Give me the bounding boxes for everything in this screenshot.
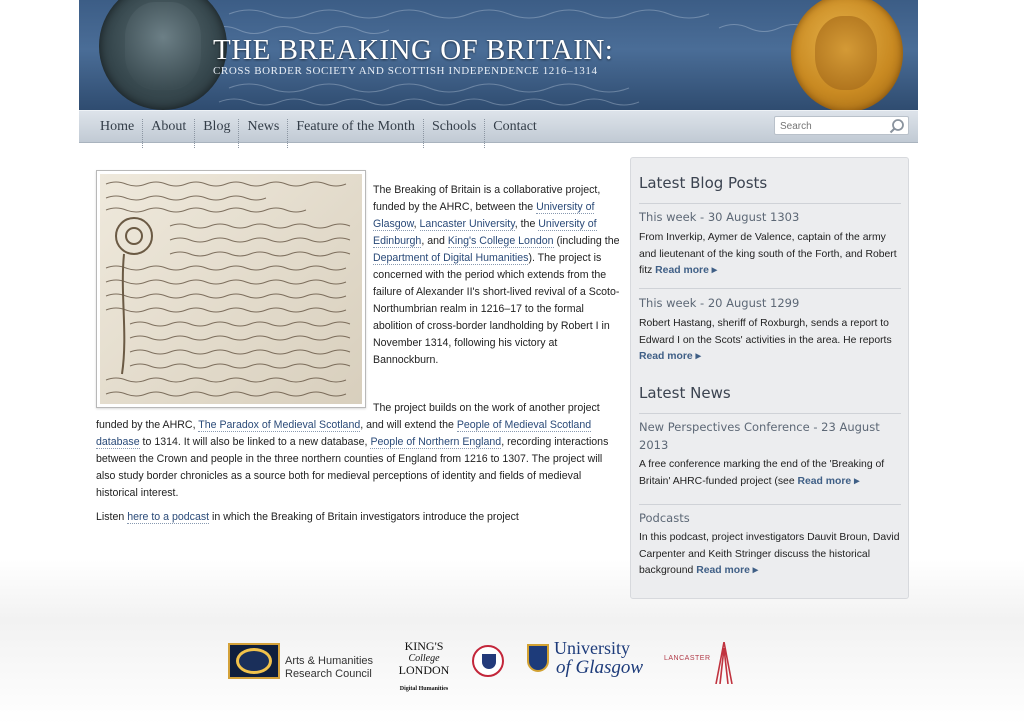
manuscript-image (96, 170, 366, 408)
intro-text: , (413, 218, 420, 230)
blog-post-title[interactable]: This week - 20 August 1299 (639, 296, 800, 310)
news-title[interactable]: New Perspectives Conference - 23 August 2013 (639, 420, 880, 452)
main-nav (79, 110, 918, 143)
link-people-of-medieval-scotland-database[interactable]: People of Medieval Scotland database (96, 419, 592, 448)
seal-right-image (791, 0, 903, 110)
body-text: Listen (96, 511, 128, 523)
search-box (774, 116, 909, 135)
site-subtitle: CROSS BORDER SOCIETY AND SCOTTISH INDEPENDENCE 1216–1314 (213, 65, 598, 77)
news-title[interactable]: Podcasts (639, 511, 690, 525)
lancaster-logo-icon[interactable] (712, 642, 736, 684)
latest-news-heading: Latest News (639, 384, 731, 402)
link-podcast[interactable]: here to a podcast (127, 511, 210, 523)
nav-item-news[interactable]: News (238, 119, 287, 148)
partner-logos (0, 636, 1024, 696)
ahrc-line: Arts & Humanities (285, 655, 374, 667)
nav-item-feature[interactable]: Feature of the Month (287, 119, 423, 148)
sidebar (630, 157, 909, 599)
intro-paragraph (373, 182, 623, 369)
search-input[interactable] (780, 120, 888, 132)
glasgow-crest-icon[interactable] (527, 644, 549, 672)
link-department-of-digital-humanities[interactable]: Department of Digital Humanities (373, 252, 529, 264)
glasgow-logo-text[interactable] (554, 639, 643, 678)
ahrc-line: Research Council (285, 668, 372, 680)
nav-item-schools[interactable]: Schools (423, 119, 484, 148)
excerpt-text: From Inverkip, Aymer de Valence, captain of the army and lieutenant of the king south of the Forth, and Robert fitz (639, 232, 897, 276)
kings-college-logo[interactable] (398, 640, 450, 692)
news-excerpt (639, 530, 903, 580)
latest-blog-heading: Latest Blog Posts (639, 174, 768, 192)
link-kings-college-london[interactable]: King's College London (447, 235, 554, 247)
blog-post-excerpt (639, 316, 903, 366)
nav-item-contact[interactable]: Contact (484, 119, 545, 148)
ahrc-logo[interactable] (228, 643, 280, 679)
excerpt-text: A free conference marking the end of the 'Breaking of Britain' AHRC-funded project (see (639, 459, 885, 487)
intro-text: (including the (553, 235, 620, 247)
blog-post-excerpt (639, 230, 903, 280)
read-more-link[interactable]: Read more ▸ (655, 265, 717, 276)
nav-item-home[interactable]: Home (92, 119, 142, 148)
blog-post-title[interactable]: This week - 30 August 1303 (639, 210, 800, 224)
search-icon[interactable] (889, 118, 905, 134)
news-excerpt (639, 457, 903, 490)
kings-dept: Digital Humanities (399, 686, 449, 692)
read-more-link[interactable]: Read more ▸ (696, 565, 759, 576)
body-text: The project builds on the work of another project funded by the AHRC, (96, 402, 600, 431)
link-lancaster-university[interactable]: Lancaster University (419, 218, 515, 230)
nav-item-blog[interactable]: Blog (194, 119, 238, 148)
link-paradox-of-medieval-scotland[interactable]: The Paradox of Medieval Scotland (198, 419, 361, 431)
edinburgh-logo[interactable] (472, 645, 504, 677)
ahrc-logo-text (285, 655, 373, 681)
lancaster-logo-text[interactable]: LANCASTER (664, 655, 711, 662)
intro-text: ). The project is concerned with the period which extends from the failure of Alexander II's short-lived revival of a Scoto-Northumbrian realm in 1216–17 to the formal abolition of cross-border landholding by Robert I in November 1314, following his victory at Bannockburn. (373, 252, 620, 366)
intro-text: The Breaking of Britain is a collaborative project, funded by the AHRC, between the (373, 184, 601, 213)
body-text: , and will extend the (360, 419, 457, 431)
excerpt-text: In this podcast, project investigators Dauvit Broun, David Carpenter and Keith Stringer discuss the historical background (639, 532, 900, 576)
kings-line: LONDON (398, 663, 450, 677)
read-more-link[interactable]: Read more ▸ (639, 351, 701, 362)
divider (639, 504, 901, 505)
project-paragraph (96, 400, 621, 502)
link-university-of-edinburgh[interactable]: University of Edinburgh (373, 218, 597, 247)
excerpt-text: Robert Hastang, sheriff of Roxburgh, sends a report to Edward I on the Scots' activities in the area. He reports (639, 318, 892, 346)
site-banner[interactable] (79, 0, 918, 110)
site-title: THE BREAKING OF BRITAIN: (213, 34, 614, 66)
glasgow-line: University (554, 638, 630, 658)
intro-text: , the (514, 218, 539, 230)
kings-line: KING'S (404, 639, 444, 653)
podcast-paragraph (96, 509, 621, 526)
intro-text: , and (421, 235, 448, 247)
body-text: in which the Breaking of Britain investigators introduce the project (209, 511, 519, 523)
read-more-link[interactable]: Read more ▸ (797, 475, 860, 487)
link-university-of-glasgow[interactable]: University of Glasgow (373, 201, 595, 230)
link-people-of-northern-england[interactable]: People of Northern England (370, 436, 502, 448)
nav-item-about[interactable]: About (142, 119, 194, 148)
glasgow-line: of Glasgow (556, 657, 644, 678)
divider (639, 203, 901, 204)
divider (639, 413, 901, 414)
body-text: to 1314. It will also be linked to a new database, (139, 436, 371, 448)
body-text: , recording interactions between the Crown and people in the three northern counties of England from 1216 to 1307. The project will also study border chronicles as a source both for medieval perceptions of identity and fields of medieval historical interest. (96, 436, 609, 499)
kings-line: College (408, 653, 440, 664)
divider (639, 288, 901, 289)
